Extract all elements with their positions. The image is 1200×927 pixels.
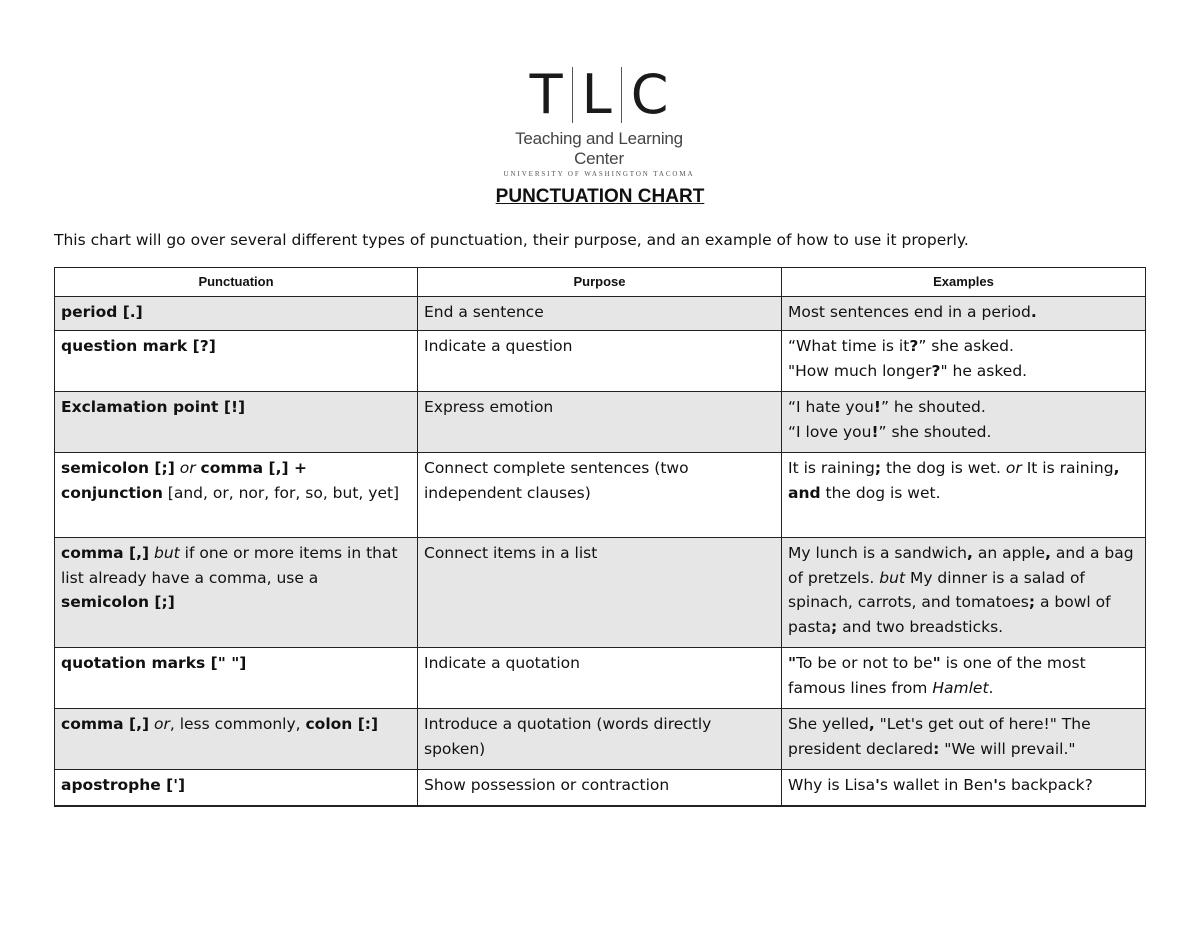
punctuation-cell: quotation marks [" "] <box>55 648 418 709</box>
purpose-cell: End a sentence <box>418 297 782 331</box>
table-row <box>55 453 1146 538</box>
punctuation-cell: semicolon [;] or comma [,] + conjunction [and, or, nor, for, so, but, yet] <box>55 453 418 538</box>
purpose-cell: Indicate a question <box>418 331 782 392</box>
purpose-cell: Express emotion <box>418 392 782 453</box>
example-cell: “What time is it?” she asked. "How much longer?" he asked. <box>782 331 1146 392</box>
logo-subtitle: Teaching and Learning Center <box>515 129 683 168</box>
tlc-logo <box>488 62 710 178</box>
example-cell: My lunch is a sandwich, an apple, and a bag of pretzels. but My dinner is a salad of spinach, carrots, and tomatoes; a bowl of pasta; and two breadsticks. <box>782 538 1146 648</box>
logo-letter-t: T <box>529 63 563 126</box>
punctuation-cell: comma [,] but if one or more items in that list already have a comma, use a semicolon [;] <box>55 538 418 648</box>
example-cell: It is raining; the dog is wet. or It is raining, and the dog is wet. <box>782 453 1146 538</box>
purpose-cell: Indicate a quotation <box>418 648 782 709</box>
purpose-cell: Connect complete sentences (two independent clauses) <box>418 453 782 538</box>
punctuation-cell: Exclamation point [!] <box>55 392 418 453</box>
purpose-cell: Introduce a quotation (words directly spoken) <box>418 709 782 770</box>
logo-letter-c: C <box>630 63 669 126</box>
header-purpose: Purpose <box>418 268 782 297</box>
example-cell: She yelled, "Let's get out of here!" The president declared: "We will prevail." <box>782 709 1146 770</box>
example-cell: “I hate you!” he shouted. “I love you!” she shouted. <box>782 392 1146 453</box>
punctuation-cell: period [.] <box>55 297 418 331</box>
header-examples: Examples <box>782 268 1146 297</box>
table-row <box>55 331 1146 392</box>
table-row <box>55 648 1146 709</box>
purpose-cell: Connect items in a list <box>418 538 782 648</box>
table-header-row <box>55 268 1146 297</box>
logo-letters <box>488 62 710 128</box>
punctuation-cell: question mark [?] <box>55 331 418 392</box>
example-cell: Most sentences end in a period. <box>782 297 1146 331</box>
page-title: PUNCTUATION CHART <box>495 186 705 207</box>
table-row <box>55 538 1146 648</box>
intro-text: This chart will go over several different types of punctuation, their purpose, and an example of how to use it properly. <box>54 231 969 249</box>
table-row <box>55 770 1146 806</box>
example-cell: "To be or not to be" is one of the most famous lines from Hamlet. <box>782 648 1146 709</box>
logo-letter-l: L <box>581 63 612 126</box>
punctuation-table <box>54 267 1146 807</box>
table-row <box>55 709 1146 770</box>
purpose-cell: Show possession or contraction <box>418 770 782 806</box>
punctuation-cell: comma [,] or, less commonly, colon [:] <box>55 709 418 770</box>
table-row <box>55 297 1146 331</box>
table-row <box>55 392 1146 453</box>
header-punctuation: Punctuation <box>55 268 418 297</box>
example-cell: Why is Lisa's wallet in Ben's backpack? <box>782 770 1146 806</box>
punctuation-cell: apostrophe ['] <box>55 770 418 806</box>
logo-tagline: UNIVERSITY OF WASHINGTON TACOMA <box>503 170 695 178</box>
